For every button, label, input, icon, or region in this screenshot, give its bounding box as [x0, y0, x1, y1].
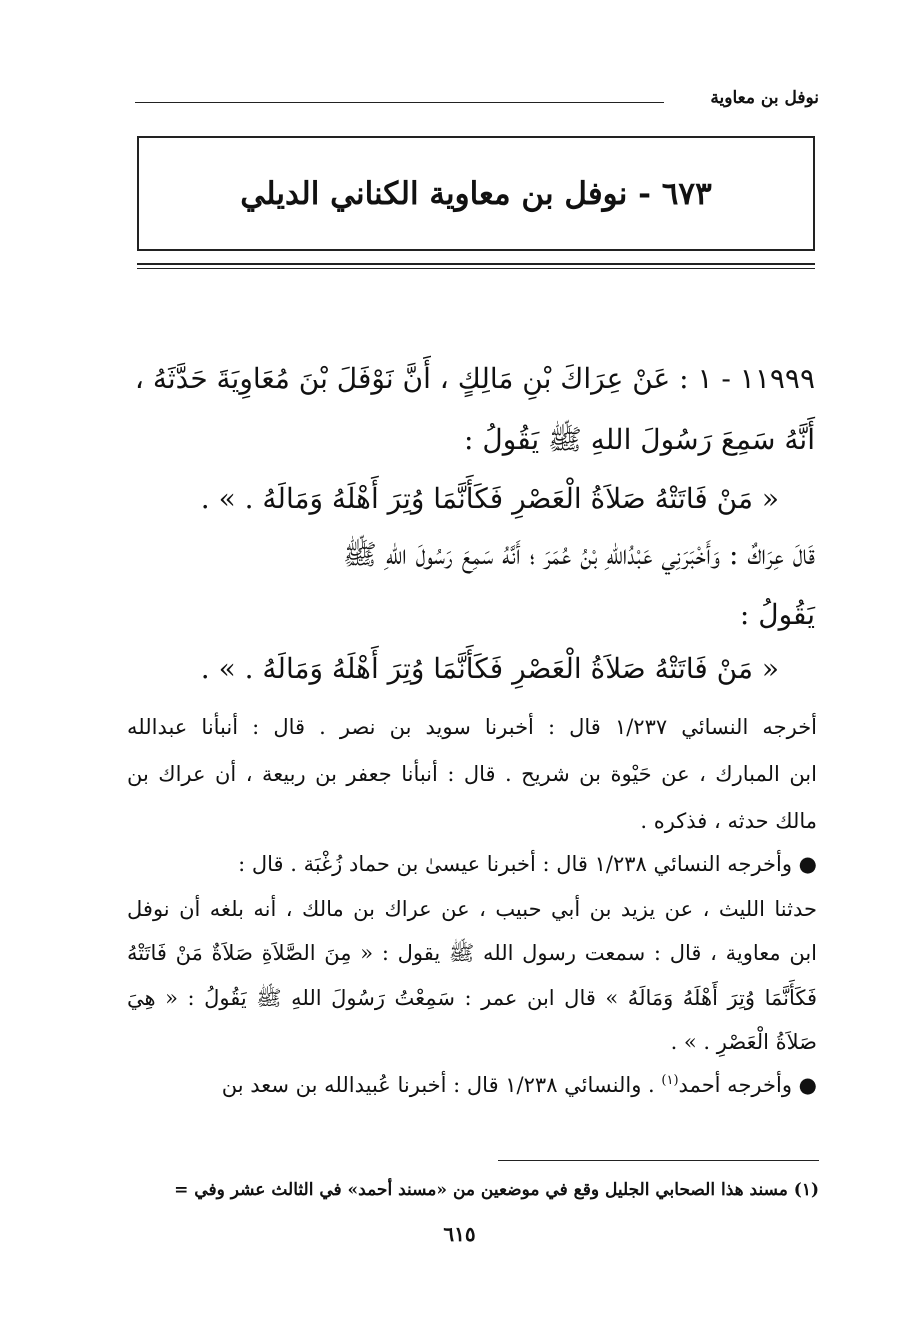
hadith-line-2: أَنَّهُ سَمِعَ رَسُولَ اللهِ ﷺ يَقُولُ : — [464, 423, 815, 456]
hadith-line-3: قَالَ عِرَاكٌ : وَأَخْبَرَنِي عَبْدُاللهِ بْنُ عُمَرَ ؛ أَنَّهُ سَمِعَ رَسُولَ اللهِ ﷺ — [343, 538, 815, 571]
footnote: (١) مسند هذا الصحابي الجليل وقع في موضعين من «مسند أحمد» في الثالث عشر وفي = — [174, 1180, 819, 1200]
hadith-quote-1: « مَنْ فَاتَتْهُ صَلاَةُ الْعَصْرِ فَكَأَنَّمَا وُتِرَ أَهْلَهُ وَمَالَهُ . » . — [200, 482, 779, 515]
takhrij-bullet-line — [127, 852, 817, 876]
takhrij-line: ابن معاوية ، قال : سمعت رسول الله ﷺ يقول : « مِنَ الصَّلاَةِ صَلاَةٌ مَنْ فَاتَتْهُ — [127, 941, 817, 965]
takhrij-bullet-line — [127, 1073, 817, 1097]
takhrij-line: أخرجه النسائي ١/٢٣٧ قال : أخبرنا سويد بن نصر . قال : أنبأنا عبدالله — [127, 715, 818, 739]
footnote-rule — [498, 1160, 819, 1161]
hadith-line-1: ١١٩٩٩ - ١ : عَنْ عِرَاكَ بْنِ مَالِكٍ ، أَنَّ نَوْفَلَ بْنَ مُعَاوِيَةَ حَدَّثَهُ ، — [134, 362, 815, 395]
footnote-reference[interactable]: (١) — [661, 1073, 679, 1088]
page-number: ٦١٥ — [443, 1222, 476, 1246]
takhrij-line: صَلاَةُ الْعَصْرِ . » . — [670, 1030, 817, 1054]
hadith-line-4: يَقُولُ : — [739, 598, 815, 631]
title-double-rule — [137, 263, 815, 269]
running-header-title: نوفل بن معاوية — [710, 88, 819, 108]
takhrij-line: حدثنا الليث ، عن يزيد بن أبي حبيب ، عن عراك بن مالك ، أنه بلغه أن نوفل — [127, 897, 817, 921]
bullet-icon: ● — [798, 1073, 817, 1097]
takhrij-line: فَكَأَنَّمَا وُتِرَ أَهْلَهُ وَمَالَهُ » قال ابن عمر : سَمِعْتُ رَسُولَ اللهِ ﷺ يَقُولُ : « هِيَ — [127, 986, 817, 1010]
chapter-title: ٦٧٣ - نوفل بن معاوية الكناني الديلي — [240, 175, 712, 212]
takhrij-text: . والنسائي ١/٢٣٨ قال : أخبرنا عُبيدالله بن سعد بن — [221, 1073, 662, 1097]
takhrij-text: وأخرجه النسائي ١/٢٣٨ قال : أخبرنا عيسىٰ بن حماد زُغْبَة . قال : — [238, 852, 792, 876]
takhrij-text: وأخرجه أحمد — [678, 1073, 792, 1097]
takhrij-line: مالك حدثه ، فذكره . — [640, 809, 817, 833]
running-header — [135, 88, 819, 118]
bullet-icon: ● — [798, 852, 817, 876]
chapter-title-box — [137, 136, 815, 251]
hadith-quote-2: « مَنْ فَاتَتْهُ صَلاَةُ الْعَصْرِ فَكَأَنَّمَا وُتِرَ أَهْلَهُ وَمَالَهُ . » . — [200, 652, 779, 685]
header-rule — [135, 102, 664, 103]
takhrij-line: ابن المبارك ، عن حَيْوة بن شريح . قال : أنبأنا جعفر بن ربيعة ، أن عراك بن — [127, 762, 817, 786]
